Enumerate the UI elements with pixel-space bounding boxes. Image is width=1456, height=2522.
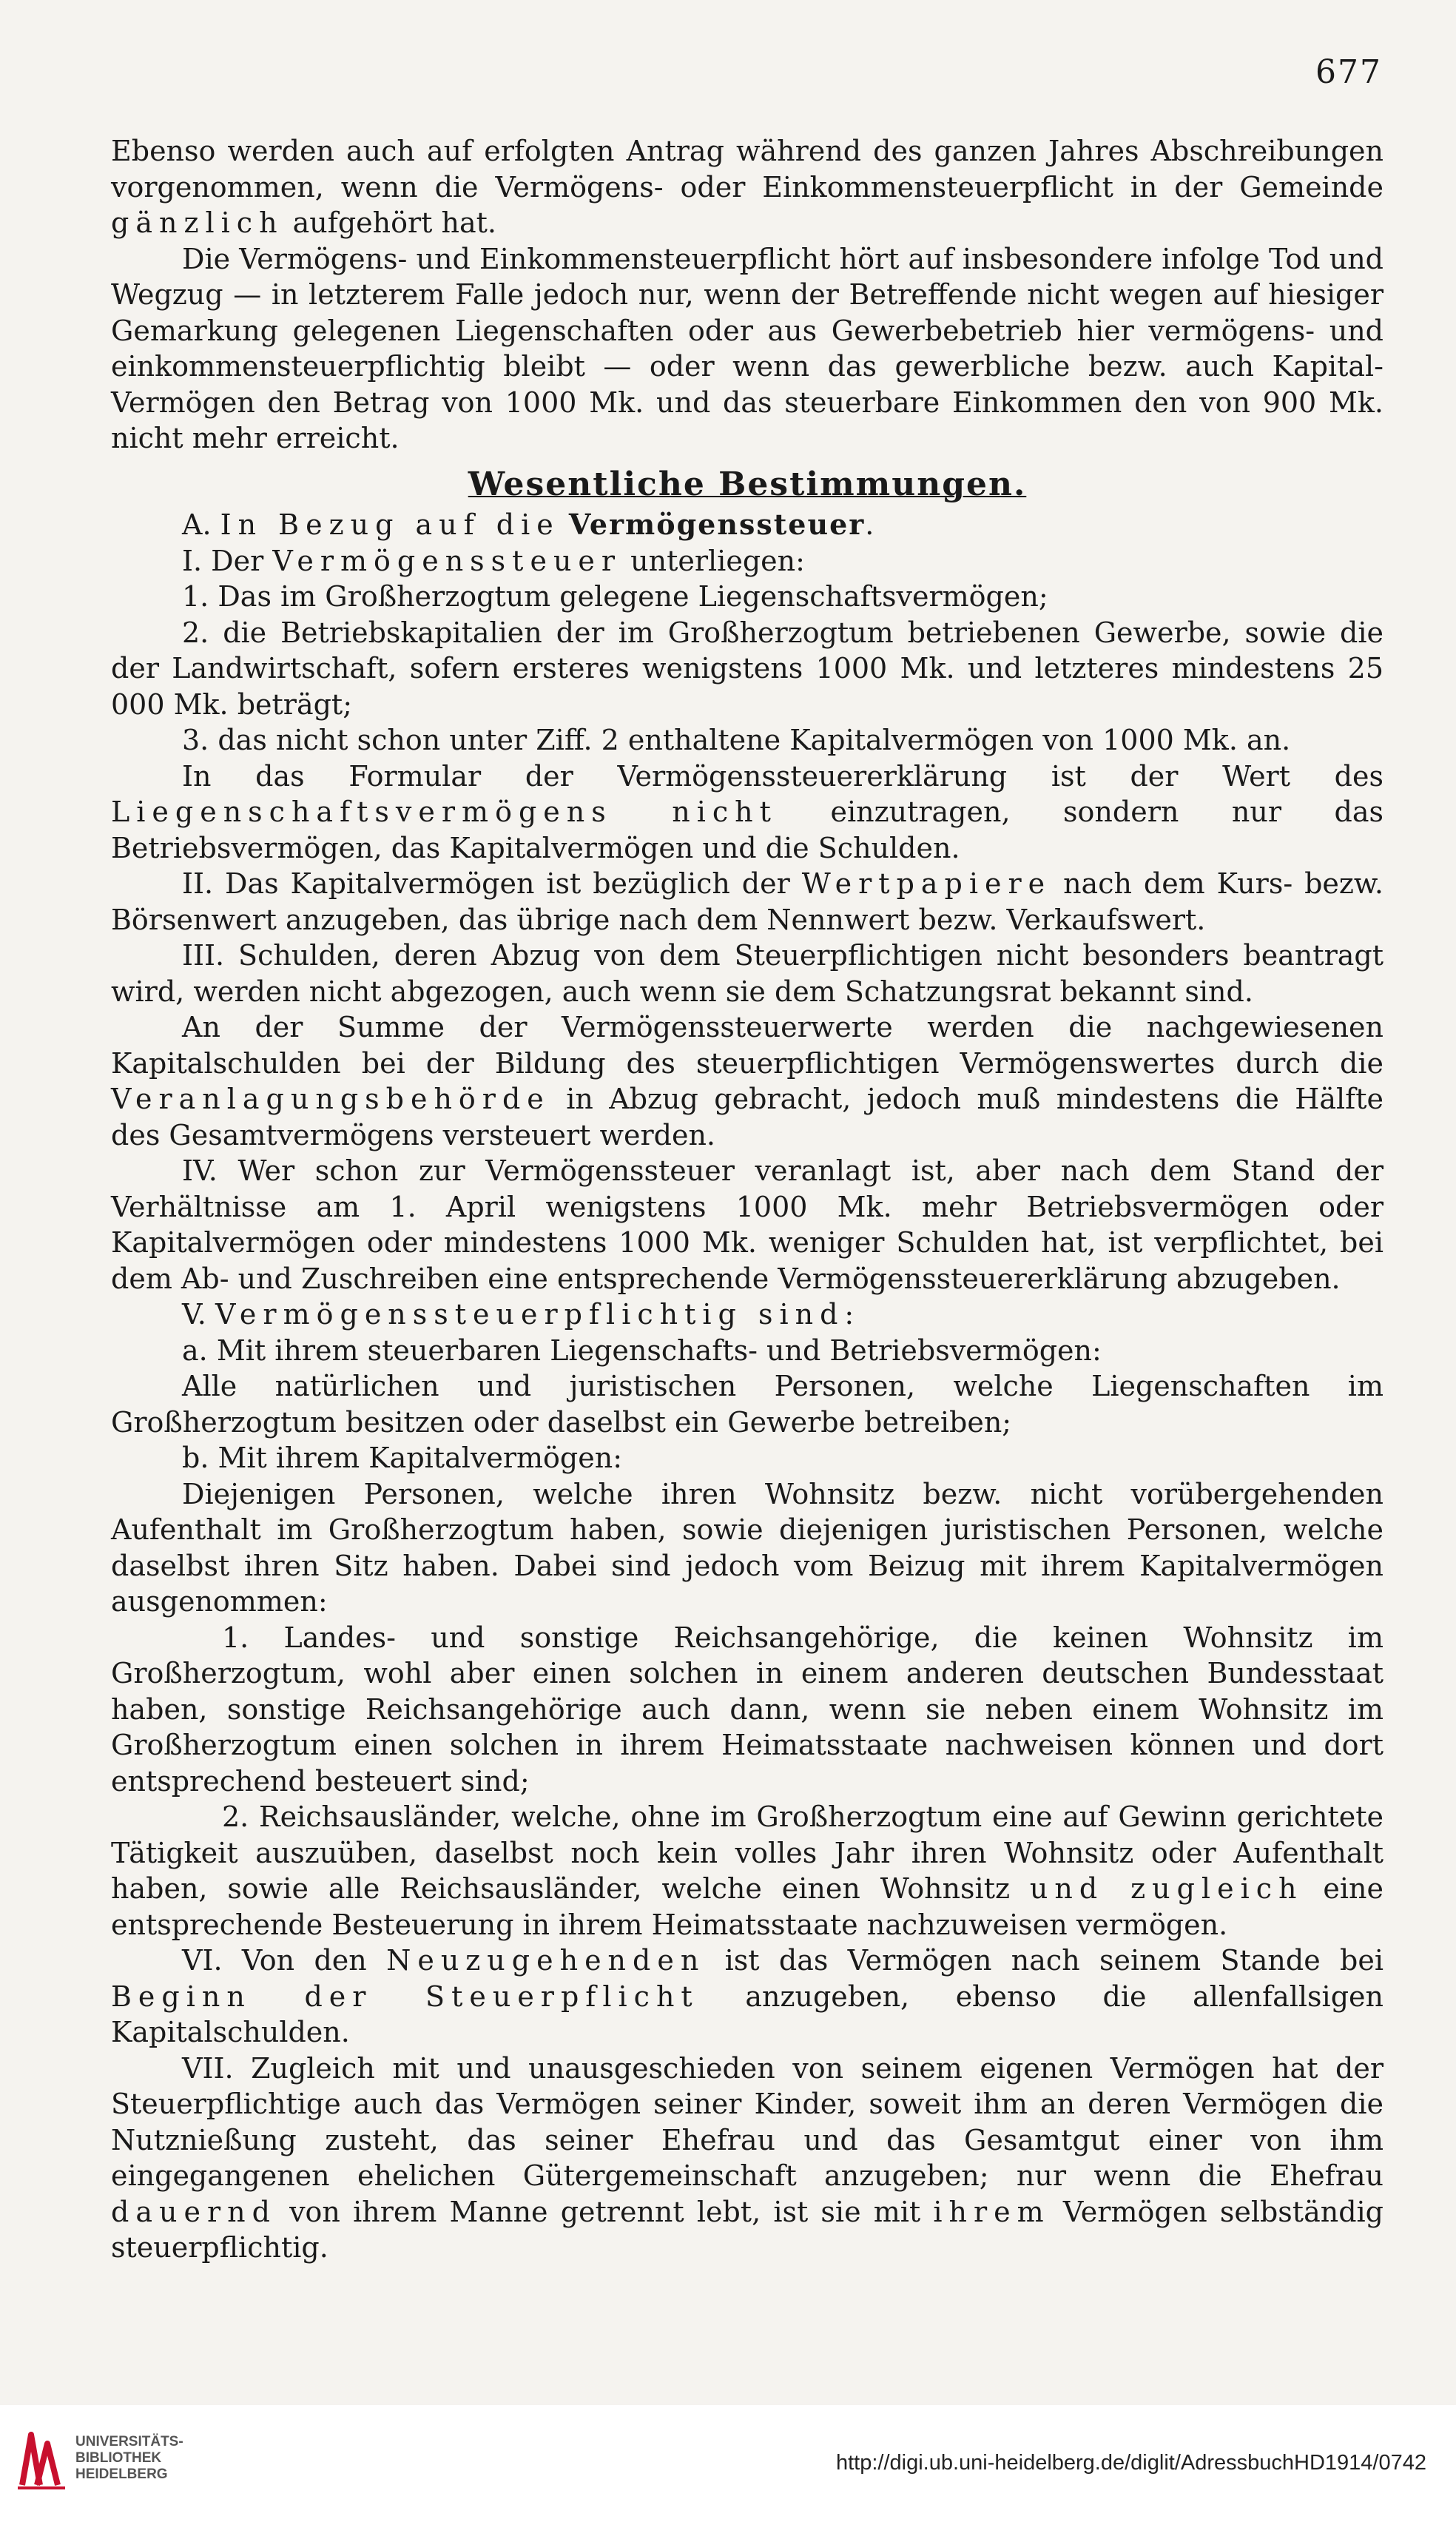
paragraph: Alle natürlichen und juristischen Personen, welche Liegenschaften im Großherzogtum besitzen oder daselbst ein Gewerbe betreiben; [111, 1370, 1383, 1439]
paragraph: a. Mit ihrem steuerbaren Liegenschafts- und Betriebsvermögen: [182, 1334, 1102, 1367]
paragraph: I. Der Vermögenssteuer unterliegen: [182, 544, 805, 577]
paragraph: An der Summe der Vermögenssteuerwerte werden die nachgewiesenen Kapitalschulden bei der Bildung des steuerpflichtigen Vermögenswertes durch die Veranlagungsbehörde in Abzug gebracht, jedoch muß mindestens die Hälfte des Gesamtvermögens versteuert werden. [111, 1011, 1383, 1151]
library-logo-text [75, 2434, 183, 2483]
section-heading: Wesentliche Bestimmungen. [468, 465, 1027, 503]
paragraph: 1. Das im Großherzogtum gelegene Liegenschaftsvermögen; [182, 580, 1048, 613]
paragraph: 3. das nicht schon unter Ziff. 2 enthaltene Kapitalvermögen von 1000 Mk. an. [182, 724, 1291, 756]
source-url-link[interactable]: http://digi.ub.uni-heidelberg.de/diglit/AdressbuchHD1914/0742 [835, 2451, 1426, 2475]
paragraph: 1. Landes- und sonstige Reichsangehörige, die keinen Wohnsitz im Großherzogtum, wohl aber einen solchen in einem anderen deutschen Bundesstaat haben, sonstige Reichsangehörige auch dann, wenn sie neben einem Wohnsitz im Großherzogtum einen solchen in ihrem Heimatsstaate nachweisen können und dort entsprechend besteuert sind; [111, 1621, 1383, 1798]
paragraph: Ebenso werden auch auf erfolgten Antrag während des ganzen Jahres Abschreibungen vorgenommen, wenn die Vermögens- oder Einkommensteuerpflicht in der Gemeinde gänzlich aufgehört hat. [111, 135, 1383, 239]
paragraph: VI. Von den Neuzugehenden ist das Vermögen nach seinem Stande bei Beginn der Steuerpflicht anzugeben, ebenso die allenfallsigen Kapitalschulden. [111, 1944, 1383, 2048]
paragraph: b. Mit ihrem Kapitalvermögen: [182, 1442, 623, 1474]
paragraph: In das Formular der Vermögenssteuererklärung ist der Wert des Liegenschaftsvermögens nicht einzutragen, sondern nur das Betriebsvermögen, das Kapitalvermögen und die Schulden. [111, 759, 1384, 864]
paragraph: 2. die Betriebskapitalien der im Großherzogtum betriebenen Gewerbe, sowie die der Landwirtschaft, sofern ersteres wenigstens 1000 Mk. und letzteres mindestens 25 000 Mk. beträgt; [111, 616, 1383, 721]
paragraph: II. Das Kapitalvermögen ist bezüglich der Wertpapiere nach dem Kurs- bezw. Börsenwert anzugeben, das übrige nach dem Nennwert bezw. Verkaufswert. [111, 867, 1383, 936]
paragraph: VII. Zugleich mit und unausgeschieden von seinem eigenen Vermögen hat der Steuerpflichtige auch das Vermögen seiner Kinder, soweit ihm an deren Vermögen die Nutznießung zusteht, das seiner Ehefrau und das Gesamtgut einer von ihm eingegangenen ehelichen Gütergemeinschaft anzugeben; nur wenn die Ehefrau dauernd von ihrem Manne getrennt lebt, ist sie mit ihrem Vermögen selbständig steuerpflichtig. [111, 2051, 1384, 2264]
paragraph: A. In Bezug auf die Vermögenssteuer. [182, 508, 874, 541]
library-logo-icon [15, 2427, 68, 2489]
logo-line-3: HEIDELBERG [75, 2466, 168, 2482]
logo-line-2: BIBLIOTHEK [75, 2450, 162, 2466]
footer-bar [0, 2405, 1456, 2522]
paragraph: IV. Wer schon zur Vermögenssteuer veranlagt ist, aber nach dem Stand der Verhältnisse am 1. April wenigstens 1000 Mk. mehr Betriebsvermögen oder Kapitalvermögen oder mindestens 1000 Mk. weniger Schulden hat, ist verpflichtet, bei dem Ab- und Zuschreiben eine entsprechende Vermögenssteuererklärung abzugeben. [111, 1154, 1383, 1295]
library-logo[interactable] [15, 2427, 183, 2489]
paragraph: V. Vermögenssteuerpflichtig sind: [182, 1298, 855, 1331]
page-number: 677 [1315, 53, 1382, 91]
paragraph: Diejenigen Personen, welche ihren Wohnsitz bezw. nicht vorübergehenden Aufenthalt im Großherzogtum haben, sowie diejenigen juristischen Personen, welche daselbst ihren Sitz haben. Dabei sind jedoch vom Beizug mit ihrem Kapitalvermögen ausgenommen: [111, 1477, 1383, 1618]
paragraph: III. Schulden, deren Abzug von dem Steuerpflichtigen nicht besonders beantragt wird, werden nicht abgezogen, auch wenn sie dem Schatzungsrat bekannt sind. [111, 939, 1383, 1008]
paragraph: 2. Reichsausländer, welche, ohne im Großherzogtum eine auf Gewinn gerichtete Tätigkeit auszuüben, daselbst noch kein volles Jahr ihren Wohnsitz oder Aufenthalt haben, sowie alle Reichsausländer, welche einen Wohnsitz und zugleich eine entsprechende Besteuerung in ihrem Heimatsstaate nachzuweisen vermögen. [111, 1800, 1383, 1941]
logo-line-1: UNIVERSITÄTS- [75, 2434, 183, 2449]
paragraph: Die Vermögens- und Einkommensteuerpflicht hört auf insbesondere infolge Tod und Wegzug — in letzterem Falle jedoch nur, wenn der Betreffende nicht wegen auf hiesiger Gemarkung gelegenen Liegenschaften oder aus Gewerbebetrieb hier vermögens- und einkommensteuerpflichtig bleibt — oder wenn das gewerbliche bezw. auch Kapital-Vermögen den Betrag von 1000 Mk. und das steuerbare Einkommen den von 900 Mk. nicht mehr erreicht. [111, 242, 1383, 454]
document-body [111, 133, 1383, 2266]
